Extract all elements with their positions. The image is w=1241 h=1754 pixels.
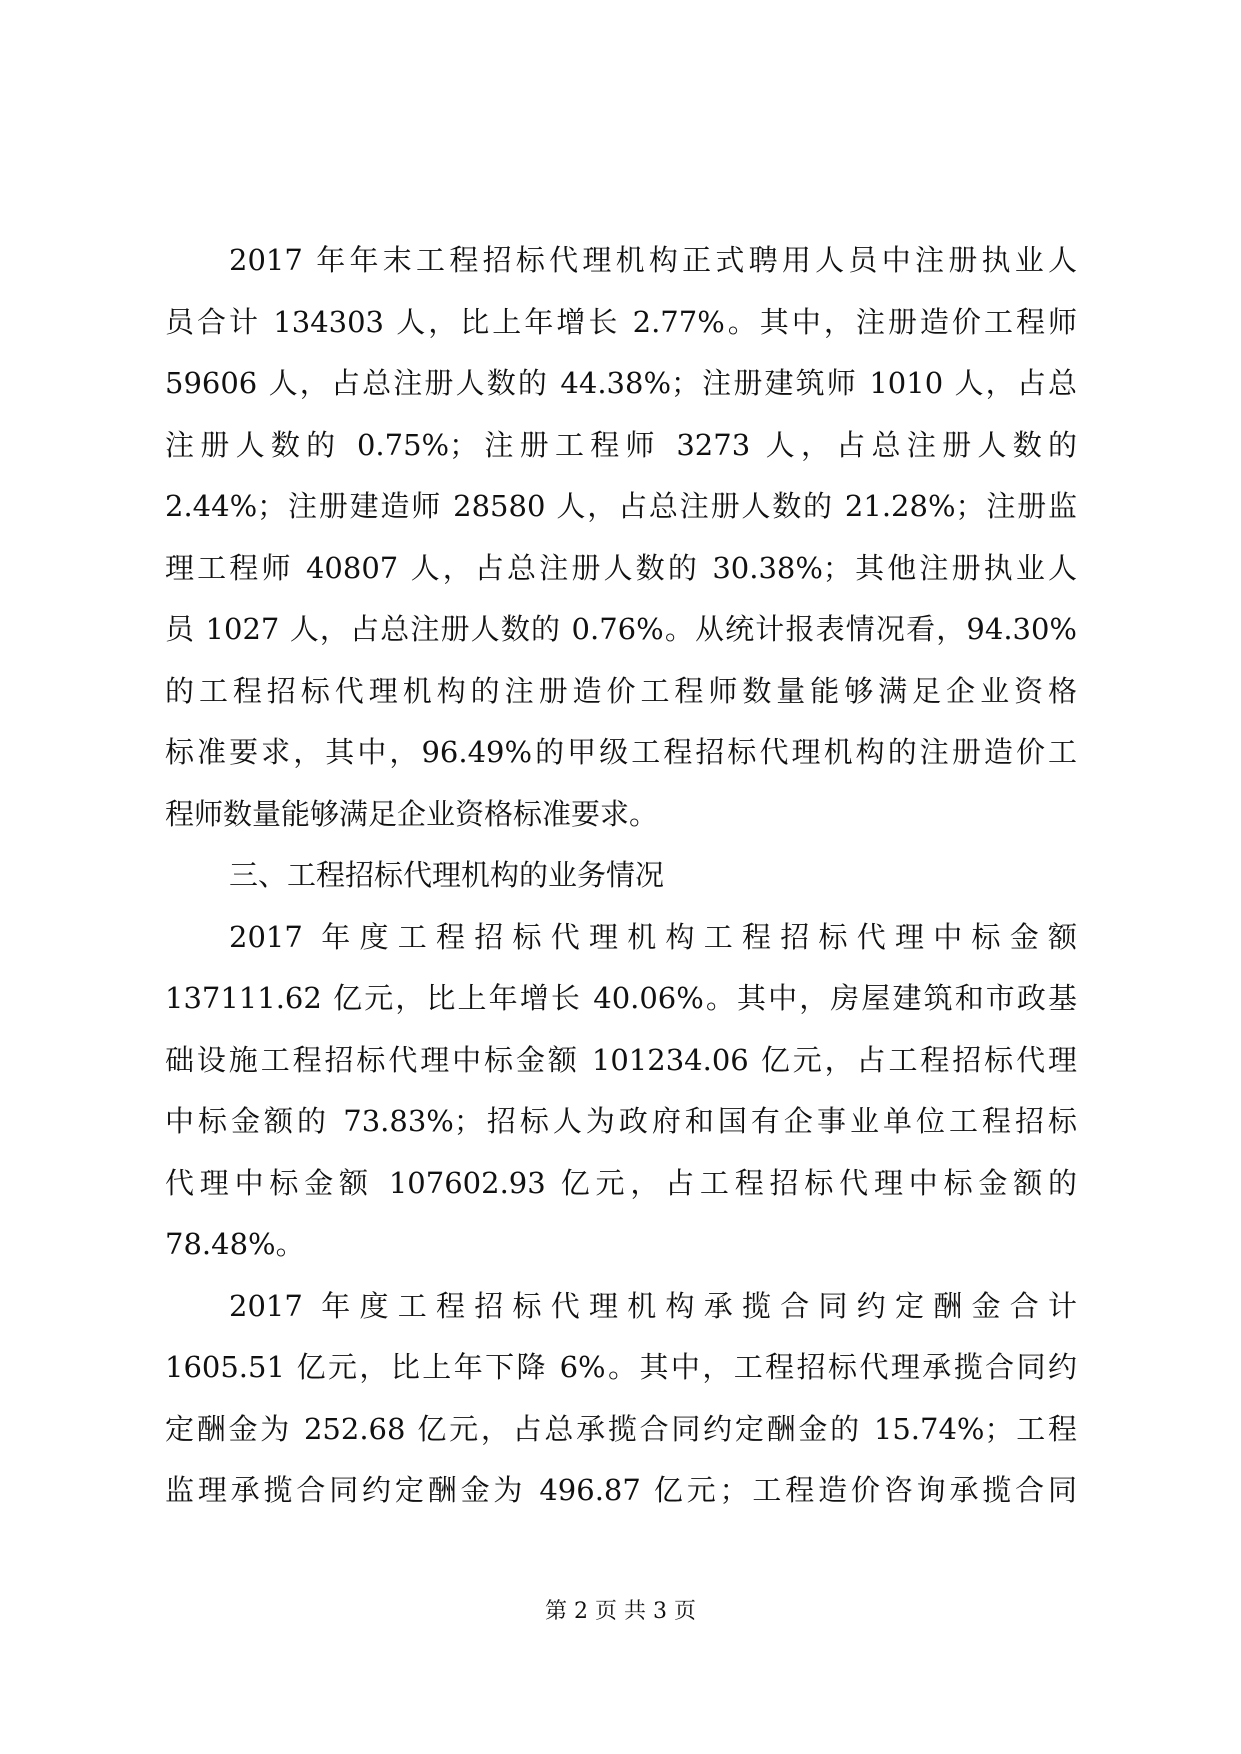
page-number-footer: 第 2 页 共 3 页	[545, 1599, 696, 1624]
text-line: 定酬金为 252.68 亿元，占总承揽合同约定酬金的 15.74%；工程	[165, 1411, 1077, 1446]
text-line: 的工程招标代理机构的注册造价工程师数量能够满足企业资格	[165, 673, 1077, 708]
text-line: 59606 人，占总注册人数的 44.38%；注册建筑师 1010 人，占总	[165, 366, 1077, 400]
text-line: 理工程师 40807 人，占总注册人数的 30.38%；其他注册执业人	[165, 550, 1077, 585]
text-line: 1605.51 亿元，比上年下降 6%。其中，工程招标代理承揽合同约	[165, 1350, 1077, 1384]
text-line: 监理承揽合同约定酬金为 496.87 亿元；工程造价咨询承揽合同	[165, 1473, 1077, 1507]
text-line: 程师数量能够满足企业资格标准要求。	[165, 796, 659, 831]
text-line: 2017 年度工程招标代理机构承揽合同约定酬金合计	[229, 1288, 1077, 1323]
text-line: 员 1027 人，占总注册人数的 0.76%。从统计报表情况看，94.30%	[165, 612, 1077, 646]
text-line: 础设施工程招标代理中标金额 101234.06 亿元，占工程招标代理	[165, 1042, 1077, 1077]
text-line: 员合计 134303 人，比上年增长 2.77%。其中，注册造价工程师	[165, 304, 1077, 339]
paragraph-registered-personnel	[165, 230, 1077, 845]
text-line: 注册人数的 0.75%；注册工程师 3273 人，占总注册人数的	[165, 427, 1077, 462]
section-heading: 三、工程招标代理机构的业务情况	[229, 858, 665, 892]
text-line: 代理中标金额 107602.93 亿元，占工程招标代理中标金额的	[165, 1165, 1077, 1200]
text-line: 2017 年年末工程招标代理机构正式聘用人员中注册执业人	[229, 243, 1077, 277]
text-line: 标准要求，其中，96.49%的甲级工程招标代理机构的注册造价工	[165, 735, 1077, 769]
text-line: 2.44%；注册建造师 28580 人，占总注册人数的 21.28%；注册监	[165, 489, 1077, 523]
paragraph-bid-amount	[165, 907, 1077, 1276]
text-line: 中标金额的 73.83%；招标人为政府和国有企事业单位工程招标	[165, 1104, 1077, 1138]
text-line: 137111.62 亿元，比上年增长 40.06%。其中，房屋建筑和市政基	[165, 981, 1077, 1015]
document-body	[165, 230, 1077, 1522]
text-line: 78.48%。	[165, 1227, 305, 1261]
text-line: 2017 年度工程招标代理机构工程招标代理中标金额	[229, 919, 1077, 954]
paragraph-contract-fees	[165, 1276, 1077, 1522]
